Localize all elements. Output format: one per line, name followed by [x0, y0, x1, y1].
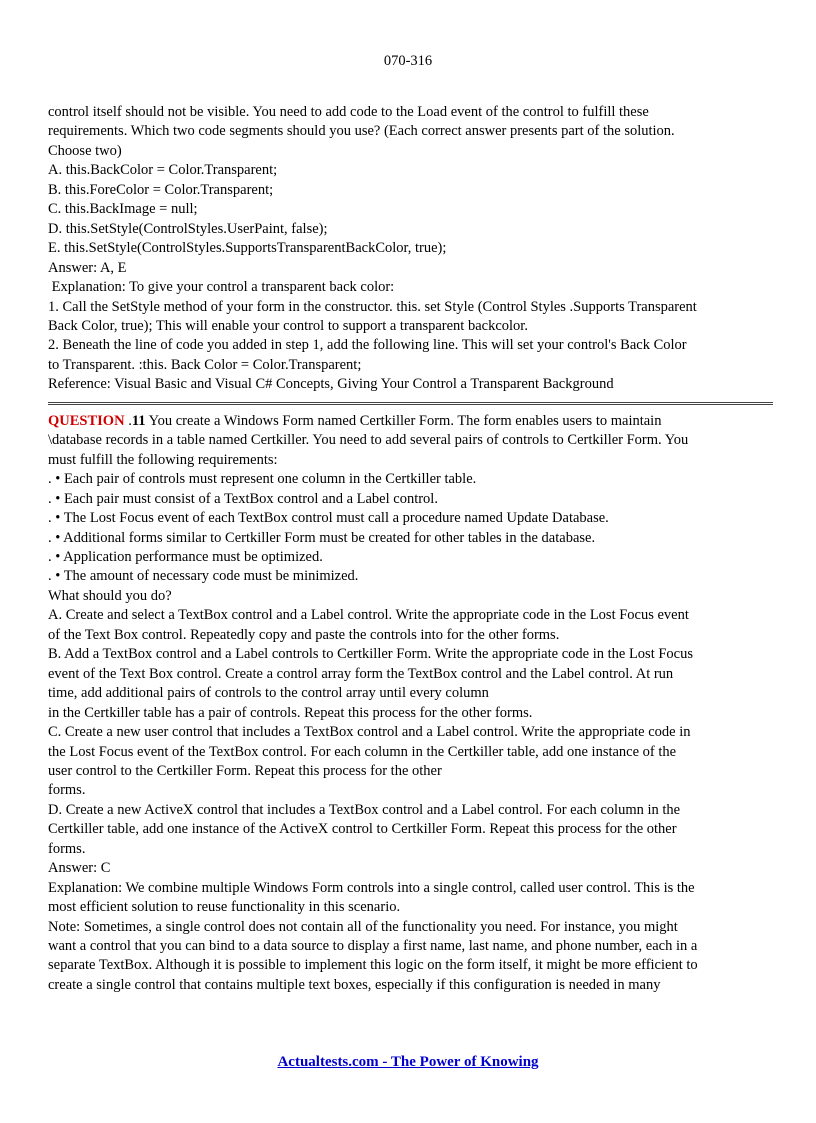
- text-line: the Lost Focus event of the TextBox control. For each column in the Certkiller table, add one instance of the: [48, 743, 677, 760]
- question-prompt: What should you do?: [48, 587, 172, 604]
- requirement-item: . • Each pair must consist of a TextBox control and a Label control.: [48, 490, 438, 507]
- question-label: QUESTION: [48, 412, 125, 429]
- question-heading-line: [48, 412, 773, 431]
- answer-line: Answer: A, E: [48, 259, 127, 276]
- text-line: forms.: [48, 782, 86, 799]
- text-line: event of the Text Box control. Create a control array form the TextBox control and the Label control. At run: [48, 665, 674, 682]
- explanation-line: Explanation: To give your control a transparent back color:: [48, 279, 395, 296]
- requirement-item: . • Application performance must be optimized.: [48, 548, 323, 565]
- answer-line: Answer: C: [48, 860, 111, 877]
- question-separator: [48, 402, 773, 405]
- requirement-item: . • Each pair of controls must represent one column in the Certkiller table.: [48, 471, 477, 488]
- text-line: must fulfill the following requirements:: [48, 451, 278, 468]
- text-line: user control to the Certkiller Form. Repeat this process for the other: [48, 762, 442, 779]
- text-line: \database records in a table named Certkiller. You need to add several pairs of controls to Certkiller Form. You: [48, 432, 689, 449]
- question-number: 11: [131, 412, 146, 429]
- note-line: Note: Sometimes, a single control does not contain all of the functionality you need. For instance, you might: [48, 918, 678, 935]
- answer-option-d: D. Create a new ActiveX control that includes a TextBox control and a Label control. For each column in the: [48, 801, 681, 818]
- answer-option-c: C. Create a new user control that includes a TextBox control and a Label control. Write the appropriate code in: [48, 724, 691, 741]
- text-line: of the Text Box control. Repeatedly copy and paste the controls into for the other forms.: [48, 626, 560, 643]
- requirement-item: . • Additional forms similar to Certkiller Form must be created for other tables in the database.: [48, 529, 596, 546]
- question-number-prefix: .: [124, 412, 132, 429]
- answer-option-a: A. this.BackColor = Color.Transparent;: [48, 162, 278, 179]
- text-line: 1. Call the SetStyle method of your form in the constructor. this. set Style (Control Styles .Supports Transparent: [48, 298, 697, 315]
- text-line: requirements. Which two code segments should you use? (Each correct answer presents part of the solution.: [48, 123, 675, 140]
- text-line: forms.: [48, 840, 86, 857]
- text-line: Choose two): [48, 142, 122, 159]
- text-line: time, add additional pairs of controls to the control array until every column: [48, 685, 489, 702]
- text-line: 2. Beneath the line of code you added in step 1, add the following line. This will set your control's Back Color: [48, 337, 687, 354]
- answer-option-d: D. this.SetStyle(ControlStyles.UserPaint, false);: [48, 220, 328, 237]
- page-content: [48, 103, 773, 995]
- answer-option-c: C. this.BackImage = null;: [48, 201, 198, 218]
- text-line: in the Certkiller table has a pair of controls. Repeat this process for the other forms.: [48, 704, 533, 721]
- reference-line: Reference: Visual Basic and Visual C# Concepts, Giving Your Control a Transparent Background: [48, 376, 614, 393]
- question-first-line: You create a Windows Form named Certkiller Form. The form enables users to maintain: [145, 412, 662, 429]
- text-line: to Transparent. :this. Back Color = Color.Transparent;: [48, 356, 362, 373]
- answer-option-b: B. this.ForeColor = Color.Transparent;: [48, 181, 274, 198]
- text-line: separate TextBox. Although it is possible to implement this logic on the form itself, it might be more efficient to: [48, 957, 698, 974]
- requirement-item: . • The Lost Focus event of each TextBox control must call a procedure named Update Database.: [48, 510, 609, 527]
- footer-link[interactable]: Actualtests.com - The Power of Knowing: [277, 1054, 539, 1070]
- answer-option-e: E. this.SetStyle(ControlStyles.SupportsTransparentBackColor, true);: [48, 240, 447, 257]
- text-line: Certkiller table, add one instance of the ActiveX control to Certkiller Form. Repeat this process for the other: [48, 821, 677, 838]
- text-line: want a control that you can bind to a data source to display a first name, last name, and phone number, each in a: [48, 938, 698, 955]
- text-line: most efficient solution to reuse functionality in this scenario.: [48, 899, 401, 916]
- explanation-line: Explanation: We combine multiple Windows Form controls into a single control, called user control. This is the: [48, 879, 695, 896]
- page-footer: [0, 1052, 816, 1072]
- previous-question-continuation: [48, 103, 773, 395]
- requirement-item: . • The amount of necessary code must be minimized.: [48, 568, 359, 585]
- answer-option-b: B. Add a TextBox control and a Label controls to Certkiller Form. Write the appropriate code in the Lost Focus: [48, 646, 693, 663]
- text-line: control itself should not be visible. You need to add code to the Load event of the control to fulfill these: [48, 104, 649, 120]
- page-header-code: 070-316: [383, 53, 433, 69]
- question-block: [48, 412, 773, 996]
- text-line: create a single control that contains multiple text boxes, especially if this configuration is needed in many: [48, 976, 661, 993]
- text-line: Back Color, true); This will enable your control to support a transparent backcolor.: [48, 317, 528, 334]
- answer-option-a: A. Create and select a TextBox control and a Label control. Write the appropriate code in the Lost Focus event: [48, 607, 689, 624]
